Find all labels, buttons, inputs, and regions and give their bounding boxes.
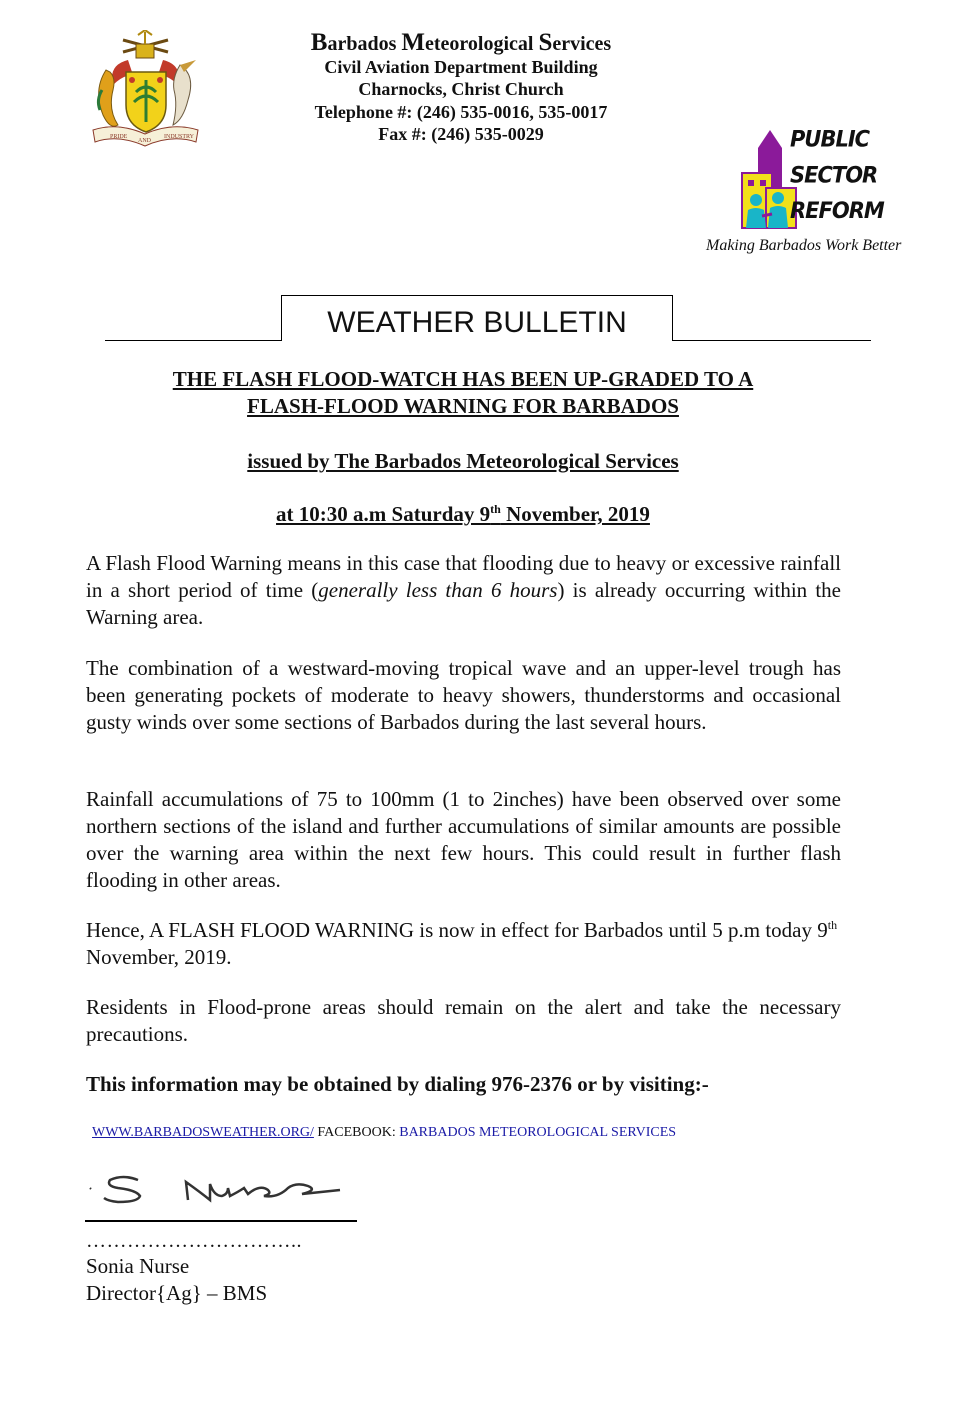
issued-at-month: November, 2019 [500, 502, 650, 526]
p1-italic: generally less than 6 hours [318, 578, 558, 602]
p1-text-start: A Flash Flood Warning means in this case that flooding due to heavy or excessive rainfall in a short period of time ( [86, 551, 841, 602]
org-name-cap-2: M [401, 29, 425, 56]
org-name-cap-3: S [538, 29, 553, 56]
title-rule-right [673, 340, 871, 341]
psr-word-3: REFORM [790, 198, 884, 224]
signer-title: Director{Ag} – BMS [86, 1281, 268, 1305]
psr-word-1: PUBLIC [790, 126, 870, 152]
paragraph-warning-effect [86, 917, 841, 971]
barbados-coat-of-arms-logo [88, 30, 203, 150]
paragraph-residents: Residents in Flood-prone areas should remain on the alert and take the necessary precautions. [86, 995, 841, 1046]
psr-tagline: Making Barbados Work Better [706, 237, 902, 254]
letterhead-address [286, 29, 636, 146]
p4-ordinal: th [827, 918, 838, 932]
p4-text-start: Hence, A FLASH FLOOD WARNING is now in effect for Barbados until 5 p.m today 9 [86, 918, 828, 942]
psr-logo-wordmark [790, 121, 900, 228]
issued-at-text: at 10:30 a.m Saturday 9 [276, 502, 491, 526]
issued-by: issued by The Barbados Meteorological Services [247, 449, 679, 473]
p4-text-end: November, 2019. [86, 945, 232, 969]
org-name-rest-3: ervices [552, 33, 612, 55]
signature-line [85, 1220, 357, 1222]
fax-line: Fax #: (246) 535-0029 [378, 124, 544, 144]
links-line [92, 1124, 676, 1142]
org-name-cap-1: B [310, 29, 328, 56]
facebook-label: FACEBOOK: [313, 1125, 400, 1140]
org-name-rest-1: arbados [327, 33, 402, 55]
website-link[interactable]: WWW.BARBADOSWEATHER.ORG/ [92, 1125, 314, 1140]
crest-motto-word-1: PRIDE [110, 134, 128, 140]
signature-dots: ………………………….. [86, 1230, 302, 1252]
issued-at [85, 501, 841, 527]
handwritten-signature [88, 1168, 358, 1216]
paragraph-rainfall: Rainfall accumulations of 75 to 100mm (1 to 2inches) have been observed over some northern sections of the island and further accumulations of similar amounts are possible over the warning area within the next few hours. This could result in further flash flooding in other areas. [86, 787, 841, 892]
org-name-rest-2: eteorological [424, 33, 539, 55]
issued-at-ordinal: th [490, 502, 501, 516]
telephone-line: Telephone #: (246) 535-0016, 535-0017 [314, 101, 608, 122]
location-line: Charnocks, Christ Church [358, 79, 564, 99]
paragraph-conditions: The combination of a westward-moving tropical wave and an upper-level trough has been generating pockets of moderate to heavy showers, thunderstorms and occasional gusty winds over some sections of Barbados during the last several hours. [86, 656, 841, 734]
headline-line-1: THE FLASH FLOOD-WATCH HAS BEEN UP-GRADED TO A [172, 367, 754, 391]
bulletin-headline [85, 366, 841, 420]
crest-motto-word-3: INDUSTRY [164, 134, 195, 140]
p1-text-end: ) is already occurring within the Warning area. [86, 578, 841, 629]
paragraph-definition [86, 550, 841, 631]
organization-name [286, 29, 636, 56]
signer-name: Sonia Nurse [86, 1254, 190, 1278]
info-contact-line: This information may be obtained by dialing 976-2376 or by visiting:- [86, 1072, 709, 1096]
psr-word-2: SECTOR [790, 162, 878, 188]
crest-motto-word-2: AND [138, 138, 151, 144]
headline-line-2: FLASH-FLOOD WARNING FOR BARBADOS [247, 394, 679, 418]
bulletin-title: WEATHER BULLETIN [327, 306, 627, 339]
building-line: Civil Aviation Department Building [324, 56, 598, 77]
title-rule-left [105, 340, 281, 341]
facebook-page-link[interactable]: BARBADOS METEOROLOGICAL SERVICES [399, 1125, 677, 1140]
